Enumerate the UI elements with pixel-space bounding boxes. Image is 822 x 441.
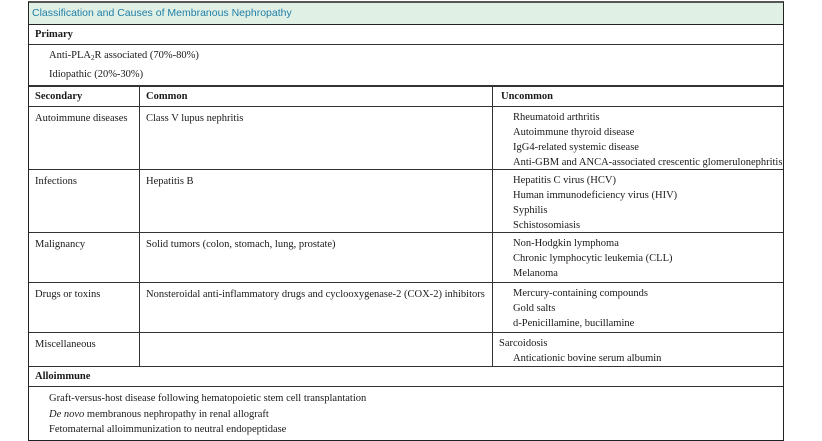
list-item: Rheumatoid arthritis: [513, 112, 600, 123]
uncommon-cell: [493, 170, 783, 232]
section-heading-primary: Primary: [29, 25, 783, 45]
secondary-header-row: [29, 87, 783, 107]
common-cell: Solid tumors (colon, stomach, lung, prostate): [140, 233, 493, 282]
list-item: [49, 407, 783, 423]
list-item: Graft-versus-host disease following hematopoietic stem cell transplantation: [49, 393, 367, 404]
table-row: [29, 233, 783, 283]
table-row: [29, 170, 783, 233]
common-cell: [140, 333, 493, 366]
list-item: Melanoma: [513, 268, 558, 279]
alloimmune-list: [29, 387, 783, 440]
list-item: Idiopathic (20%-30%): [49, 68, 144, 80]
column-header-common: Common: [140, 87, 493, 106]
list-item: Schistosomiasis: [513, 220, 581, 231]
uncommon-cell: [493, 107, 783, 169]
list-item: Autoimmune thyroid disease: [513, 127, 635, 138]
list-item: Fetomaternal alloimmunization to neutral endopeptidase: [49, 424, 287, 435]
list-item: Syphilis: [513, 205, 548, 216]
table-row: [29, 333, 783, 367]
list-item: Sarcoidosis: [499, 338, 548, 349]
uncommon-cell: [493, 233, 783, 282]
table-row: [29, 107, 783, 170]
category-cell: Miscellaneous: [29, 333, 140, 366]
italic-term: De novo: [49, 408, 85, 420]
item-text: R associated (70%-80%): [94, 50, 199, 61]
table-title: Classification and Causes of Membranous Nephropathy: [29, 3, 783, 25]
list-item: Anti-GBM and ANCA-associated crescentic glomerulonephritis: [513, 157, 783, 168]
item-text: d-Penicillamine, bucillamine: [513, 318, 635, 329]
uncommon-cell: [493, 333, 783, 366]
category-cell: Malignancy: [29, 233, 140, 282]
list-item: Human immunodeficiency virus (HIV): [513, 190, 678, 201]
item-text: Anti-PLA: [49, 50, 91, 61]
category-cell: Drugs or toxins: [29, 283, 140, 332]
primary-list: [29, 45, 783, 87]
common-cell: Class V lupus nephritis: [140, 107, 493, 169]
common-cell: Hepatitis B: [140, 170, 493, 232]
list-item: [49, 48, 783, 67]
section-heading-alloimmune: Alloimmune: [29, 367, 783, 387]
list-item: IgG4-related systemic disease: [513, 142, 639, 153]
column-header-secondary: Secondary: [29, 87, 140, 106]
list-item: Chronic lymphocytic leukemia (CLL): [513, 253, 673, 264]
list-item: Anticationic bovine serum albumin: [513, 353, 662, 364]
list-item: [499, 316, 783, 331]
uncommon-cell: [493, 283, 783, 332]
list-item: Non-Hodgkin lymphoma: [513, 238, 619, 249]
list-item: Hepatitis C virus (HCV): [513, 175, 616, 186]
table-row: [29, 283, 783, 333]
category-cell: Autoimmune diseases: [29, 107, 140, 169]
column-header-uncommon: Uncommon: [501, 91, 553, 102]
list-item: Gold salts: [513, 303, 556, 314]
membranous-nephropathy-table: [28, 1, 784, 441]
item-text: membranous nephropathy in renal allograft: [84, 408, 269, 420]
list-item: Mercury-containing compounds: [513, 288, 649, 299]
subscript: 2: [91, 54, 95, 62]
category-cell: Infections: [29, 170, 140, 232]
common-cell: Nonsteroidal anti-inflammatory drugs and cyclooxygenase-2 (COX-2) inhibitors: [140, 283, 493, 332]
